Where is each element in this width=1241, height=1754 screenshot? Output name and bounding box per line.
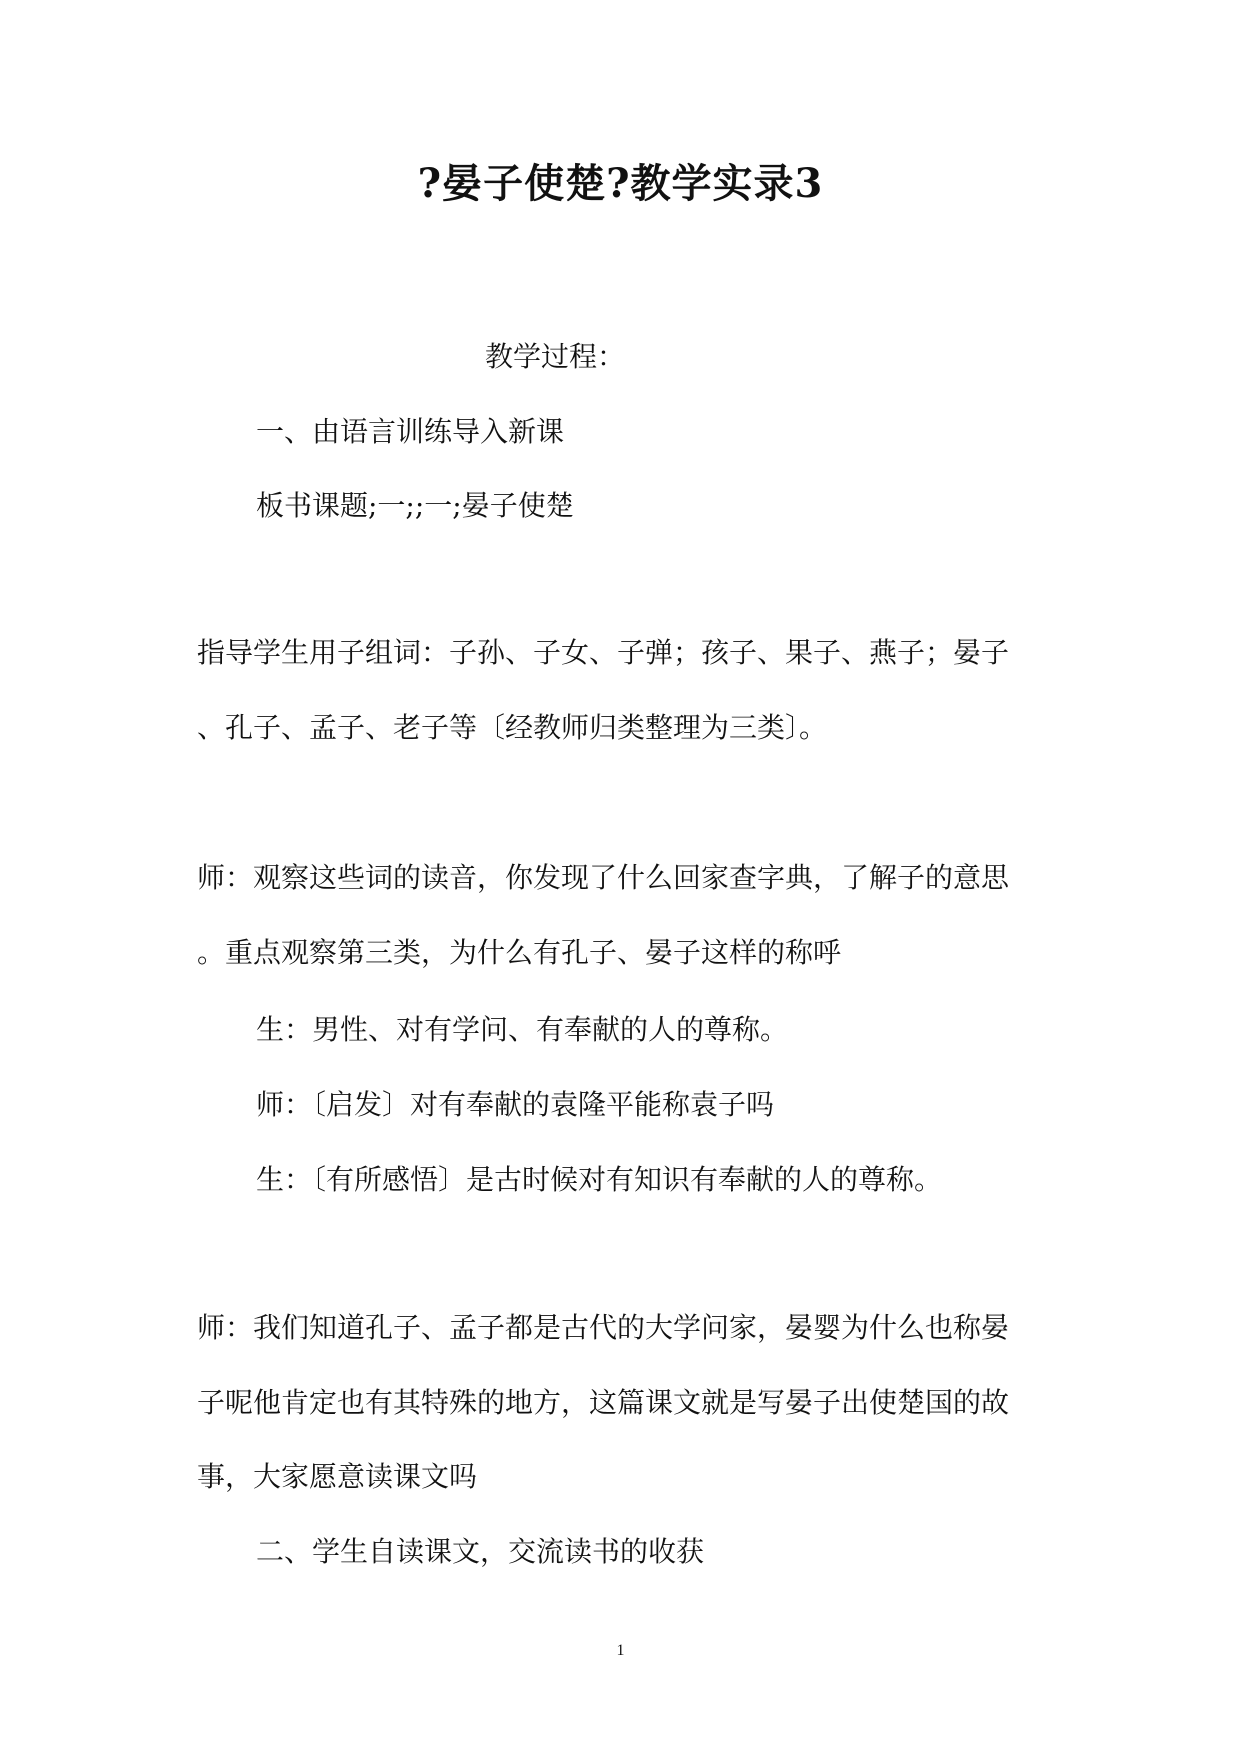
section-heading-one: 一、由语言训练导入新课 — [256, 415, 565, 448]
page-number: 1 — [616, 1642, 625, 1659]
paragraph-line: 师：〔启发〕对有奉献的袁隆平能称袁子吗 — [256, 1088, 775, 1121]
section-heading-teaching-process: 教学过程： — [485, 340, 626, 373]
paragraph-line: 。重点观察第三类，为什么有孔子、晏子这样的称呼 — [197, 936, 842, 969]
paragraph-line: 、孔子、孟子、老子等〔经教师归类整理为三类〕。 — [197, 711, 828, 744]
paragraph-line: 子呢他肯定也有其特殊的地方，这篇课文就是写晏子出使楚国的故 — [197, 1386, 1010, 1419]
paragraph-line: 事，大家愿意读课文吗 — [197, 1460, 478, 1493]
paragraph-line: 生：男性、对有学问、有奉献的人的尊称。 — [256, 1013, 789, 1046]
section-heading-two: 二、学生自读课文，交流读书的收获 — [256, 1535, 705, 1568]
paragraph-line: 师：我们知道孔子、孟子都是古代的大学问家，晏婴为什么也称晏 — [197, 1311, 1010, 1344]
paragraph-line: 生：〔有所感悟〕是古时候对有知识有奉献的人的尊称。 — [256, 1163, 943, 1196]
paragraph-line: 板书课题;一;;一;晏子使楚 — [256, 489, 574, 522]
paragraph-line: 师：观察这些词的读音，你发现了什么回家查字典，了解子的意思 — [197, 861, 1010, 894]
document-title: ?晏子使楚?教学实录3 — [417, 160, 824, 207]
paragraph-line: 指导学生用子组词：子孙、子女、子弹；孩子、果子、燕子；晏子 — [197, 636, 1010, 669]
